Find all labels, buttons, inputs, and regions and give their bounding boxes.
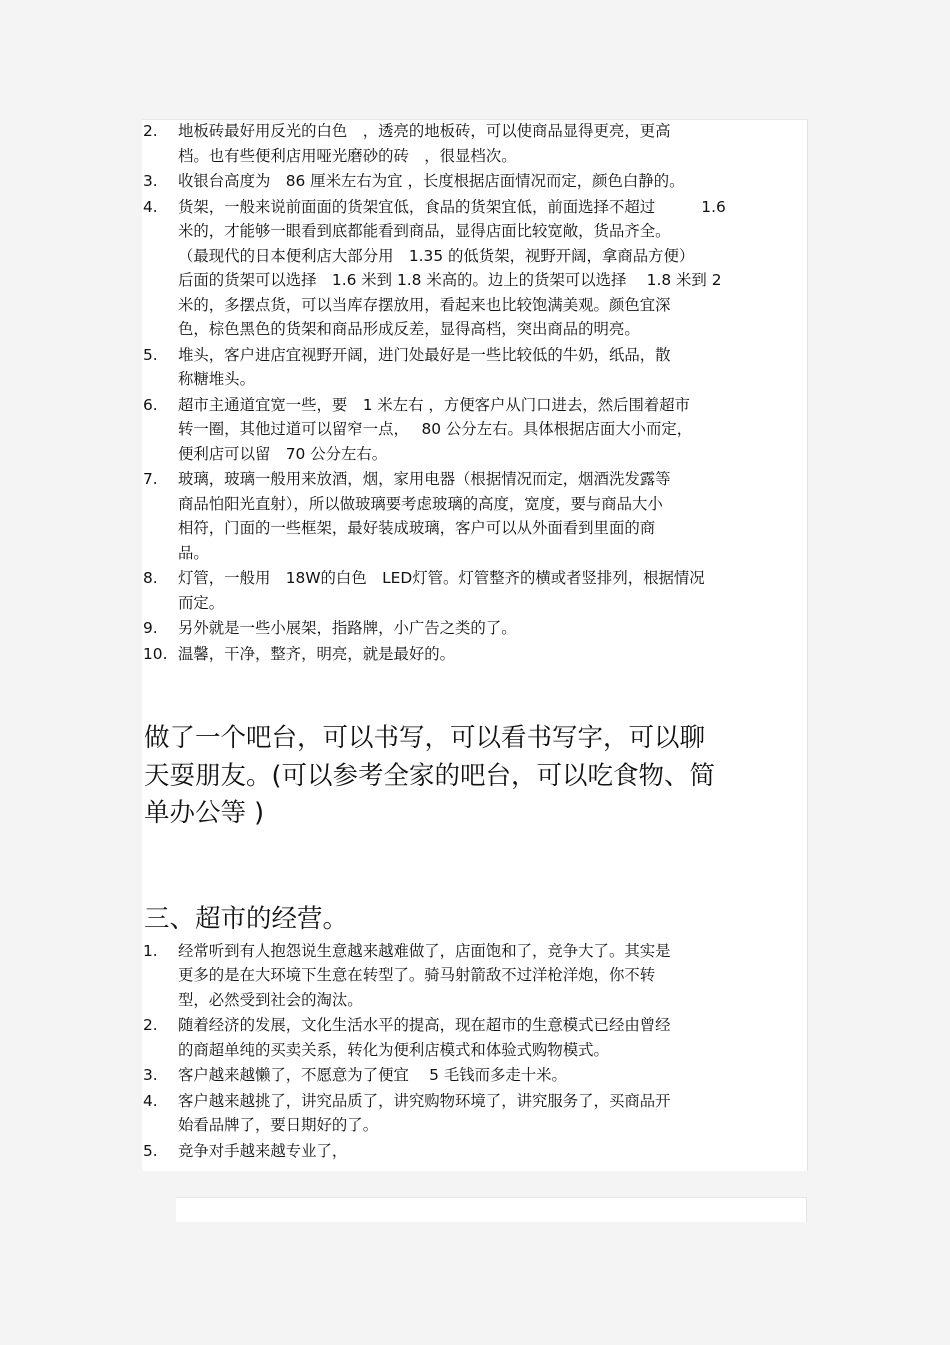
list-item-text-line: 色，棕色黑色的货架和商品形成反差，显得高档，突出商品的明亮。 xyxy=(178,320,640,338)
list-item xyxy=(142,343,807,392)
paragraph-line: 做了一个吧台，可以书写，可以看书写字，可以聊 xyxy=(144,723,706,753)
list-item-text-line: 的商超单纯的买卖关系，转化为便利店模式和体验式购物模式。 xyxy=(178,1040,609,1059)
list-item-number: 2. xyxy=(143,122,158,140)
list-item-text-line: 商品怕阳光直射），所以做玻璃要考虑玻璃的高度，宽度，要与商品大小 xyxy=(178,494,663,513)
list-item-text-line: 经常听到有人抱怨说生意越来越难做了，店面饱和了，竞争大了。其实是 xyxy=(178,941,671,960)
list-item-text-line: 温馨，干净，整齐，明亮，就是最好的。 xyxy=(178,644,456,663)
list-item-text-line: 堆头，客户进店宜视野开阔，进门处最好是一些比较低的牛奶，纸品，散 xyxy=(178,345,671,364)
list-item-text-line: 玻璃，玻璃一般用来放酒，烟，家用电器（根据情况而定，烟酒洗发露等 xyxy=(178,470,671,488)
list-item-text-line: 而定。 xyxy=(178,593,225,612)
list-item xyxy=(142,566,807,615)
list-item-text-line: 另外就是一些小展架，指路牌，小广告之类的了。 xyxy=(178,619,517,637)
paragraph-line: 天耍朋友。(可以参考全家的吧台，可以吃食物、简 xyxy=(144,760,715,791)
list-item-text-line: （最现代的日本便利店大部分用 1.35 的低货架，视野开阔，拿商品方便） xyxy=(178,246,695,265)
list-item xyxy=(142,1089,807,1138)
section-heading: 三、超市的经营。 xyxy=(144,903,349,934)
list-item-text-line: 客户越来越挑了，讲究品质了，讲究购物环境了，讲究服务了，买商品开 xyxy=(178,1091,671,1110)
list-item-text-line: 转一圈，其他过道可以留窄一点， 80 公分左右。具体根据店面大小而定， xyxy=(178,420,693,438)
list-item-text-line: 相符，门面的一些框架，最好装成玻璃，客户可以从外面看到里面的商 xyxy=(178,519,656,537)
list-item-text-line: 始看品牌了，要日期好的了。 xyxy=(178,1116,379,1134)
business-operation-list xyxy=(142,939,807,1164)
list-item-text-line: 地板砖最好用反光的白色 ，透亮的地板砖，可以使商品显得更亮，更高 xyxy=(178,122,671,140)
list-item xyxy=(142,467,807,565)
list-item-number: 7. xyxy=(143,470,158,488)
list-item-number: 4. xyxy=(143,1091,158,1110)
list-item-text-line: 米的，多摆点货，可以当库存摆放用，看起来也比较饱满美观。颜色宜深 xyxy=(178,295,671,314)
list-item-text-line: 随着经济的发展，文化生活水平的提高，现在超市的生意模式已经由曾经 xyxy=(178,1016,671,1034)
list-item-text-line: 竞争对手越来越专业了， xyxy=(178,1141,348,1160)
page-bottom-strip xyxy=(176,1197,807,1222)
list-item-number: 5. xyxy=(143,345,158,364)
list-item-number: 8. xyxy=(143,569,158,587)
list-item xyxy=(142,1013,807,1062)
list-item xyxy=(142,642,807,667)
list-item xyxy=(142,616,807,641)
list-item-number: 3. xyxy=(143,172,158,190)
list-item xyxy=(142,1139,807,1164)
list-item xyxy=(142,393,807,467)
list-item xyxy=(142,195,807,342)
list-item-text-line: 收银台高度为 86 厘米左右为宜 ，长度根据店面情况而定，颜色白静的。 xyxy=(178,172,685,190)
list-item xyxy=(142,939,807,1013)
bar-counter-paragraph xyxy=(144,720,807,833)
list-item-text-line: 超市主通道宜宽一些，要 1 米左右 ，方便客户从门口进去，然后围着超市 xyxy=(178,395,691,414)
store-layout-list xyxy=(142,119,807,666)
list-item-text-line: 更多的是在大环境下生意在转型了。骑马射箭敌不过洋枪洋炮，你不转 xyxy=(178,966,656,984)
page-content xyxy=(142,119,807,1164)
list-item-number: 3. xyxy=(143,1066,158,1084)
list-item-text-line: 档。也有些便利店用哑光磨砂的砖 ，很显档次。 xyxy=(178,146,517,165)
list-item-text-line: 灯管，一般用 18W的白色 LED灯管。灯管整齐的横或者竖排列，根据情况 xyxy=(178,569,705,587)
list-item-number: 4. xyxy=(143,197,158,216)
list-item-text-line: 客户越来越懒了，不愿意为了便宜 5 毛钱而多走十米。 xyxy=(178,1066,567,1084)
list-item xyxy=(142,119,807,168)
list-item-number: 1. xyxy=(143,941,158,960)
list-item-number: 6. xyxy=(143,395,158,414)
list-item-text-line: 米的，才能够一眼看到底都能看到商品，显得店面比较宽敞，货品齐全。 xyxy=(178,222,671,240)
list-item-number: 9. xyxy=(143,619,158,637)
list-item-text-line: 便利店可以留 70 公分左右。 xyxy=(178,444,388,463)
paragraph-line: 单办公等 ) xyxy=(144,798,265,828)
list-item xyxy=(142,169,807,194)
list-item-number: 10. xyxy=(143,644,168,663)
list-item-text-line: 称糖堆头。 xyxy=(178,370,255,388)
list-item-number: 5. xyxy=(143,1141,158,1160)
list-item-text-line: 品。 xyxy=(178,543,209,562)
list-item-number: 2. xyxy=(143,1016,158,1034)
list-item xyxy=(142,1063,807,1088)
list-item-text-line: 型，必然受到社会的淘汰。 xyxy=(178,990,363,1009)
list-item-text-line: 后面的货架可以选择 1.6 米到 1.8 米高的。边上的货架可以选择 1.8 米到 2 xyxy=(178,271,722,289)
list-item-text-line: 货架，一般来说前面面的货架宜低，食品的货架宜低，前面选择不超过 1.6 xyxy=(178,197,726,216)
